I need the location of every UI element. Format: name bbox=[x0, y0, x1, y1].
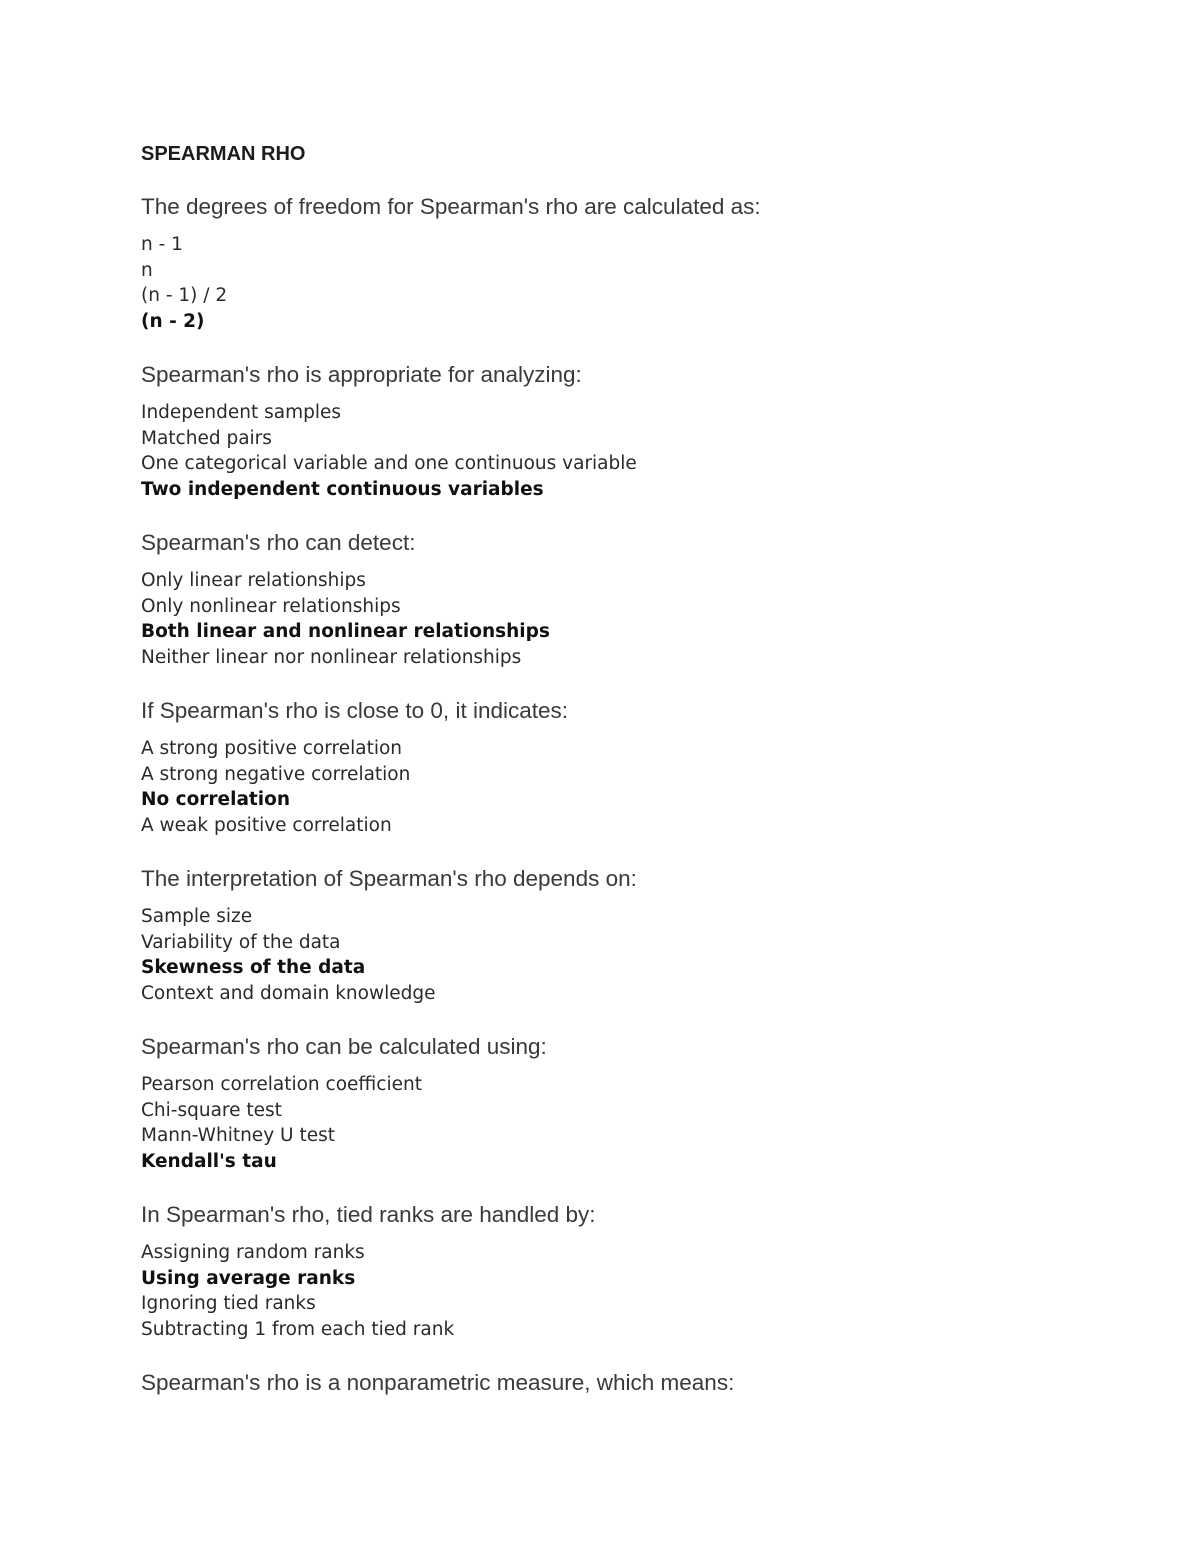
answer-options bbox=[141, 568, 1101, 670]
answer-option: Pearson correlation coefficient bbox=[141, 1074, 422, 1095]
answer-option: Kendall's tau bbox=[141, 1150, 277, 1172]
answer-option: Independent samples bbox=[141, 402, 342, 423]
answer-option: Mann-Whitney U test bbox=[141, 1125, 335, 1146]
answer-option: No correlation bbox=[141, 789, 290, 810]
answer-option: Skewness of the data bbox=[141, 957, 366, 978]
question-prompt: In Spearman's rho, tied ranks are handled by: bbox=[141, 1202, 596, 1227]
answer-option: Using average ranks bbox=[141, 1267, 356, 1289]
answer-options bbox=[141, 1072, 1101, 1174]
answer-option: n bbox=[141, 259, 153, 281]
answer-options bbox=[141, 232, 1101, 334]
question-prompt: Spearman's rho is appropriate for analyzing: bbox=[141, 362, 582, 387]
answer-option: Only linear relationships bbox=[141, 570, 366, 591]
answer-option: (n - 2) bbox=[141, 310, 205, 332]
answer-option: Only nonlinear relationships bbox=[141, 595, 401, 617]
answer-options bbox=[141, 1240, 1101, 1342]
answer-option: Subtracting 1 from each tied rank bbox=[141, 1318, 455, 1340]
answer-option: One categorical variable and one continuous variable bbox=[141, 453, 637, 474]
answer-options bbox=[141, 904, 1101, 1006]
answer-options bbox=[141, 400, 1101, 502]
answer-options bbox=[141, 736, 1101, 838]
page-title: SPEARMAN RHO bbox=[141, 143, 306, 165]
answer-option: Context and domain knowledge bbox=[141, 982, 436, 1004]
answer-option: A strong positive correlation bbox=[141, 738, 403, 759]
answer-option: Both linear and nonlinear relationships bbox=[141, 621, 550, 642]
answer-option: (n - 1) / 2 bbox=[141, 285, 228, 306]
answer-option: A weak positive correlation bbox=[141, 814, 392, 836]
question-block bbox=[141, 1032, 1101, 1174]
question-block bbox=[141, 528, 1101, 670]
question-prompt: Spearman's rho can detect: bbox=[141, 530, 416, 555]
answer-option: n - 1 bbox=[141, 234, 183, 255]
answer-option: Chi-square test bbox=[141, 1099, 282, 1121]
answer-option: Two independent continuous variables bbox=[141, 478, 544, 500]
answer-option: Matched pairs bbox=[141, 427, 272, 449]
question-block bbox=[141, 864, 1101, 1006]
question-block bbox=[141, 360, 1101, 502]
question-prompt: Spearman's rho can be calculated using: bbox=[141, 1034, 547, 1059]
answer-option: A strong negative correlation bbox=[141, 763, 411, 785]
question-prompt: The degrees of freedom for Spearman's rho are calculated as: bbox=[141, 194, 761, 219]
answer-option: Ignoring tied ranks bbox=[141, 1293, 316, 1314]
question-block bbox=[141, 1200, 1101, 1342]
answer-option: Sample size bbox=[141, 906, 253, 927]
answer-option: Assigning random ranks bbox=[141, 1242, 365, 1263]
question-prompt: Spearman's rho is a nonparametric measure, which means: bbox=[141, 1370, 735, 1395]
question-block bbox=[141, 192, 1101, 334]
question-prompt: If Spearman's rho is close to 0, it indicates: bbox=[141, 698, 568, 723]
question-block bbox=[141, 696, 1101, 838]
question-prompt: The interpretation of Spearman's rho depends on: bbox=[141, 866, 637, 891]
answer-option: Neither linear nor nonlinear relationships bbox=[141, 646, 522, 668]
answer-option: Variability of the data bbox=[141, 931, 341, 953]
question-block bbox=[141, 1368, 1101, 1408]
